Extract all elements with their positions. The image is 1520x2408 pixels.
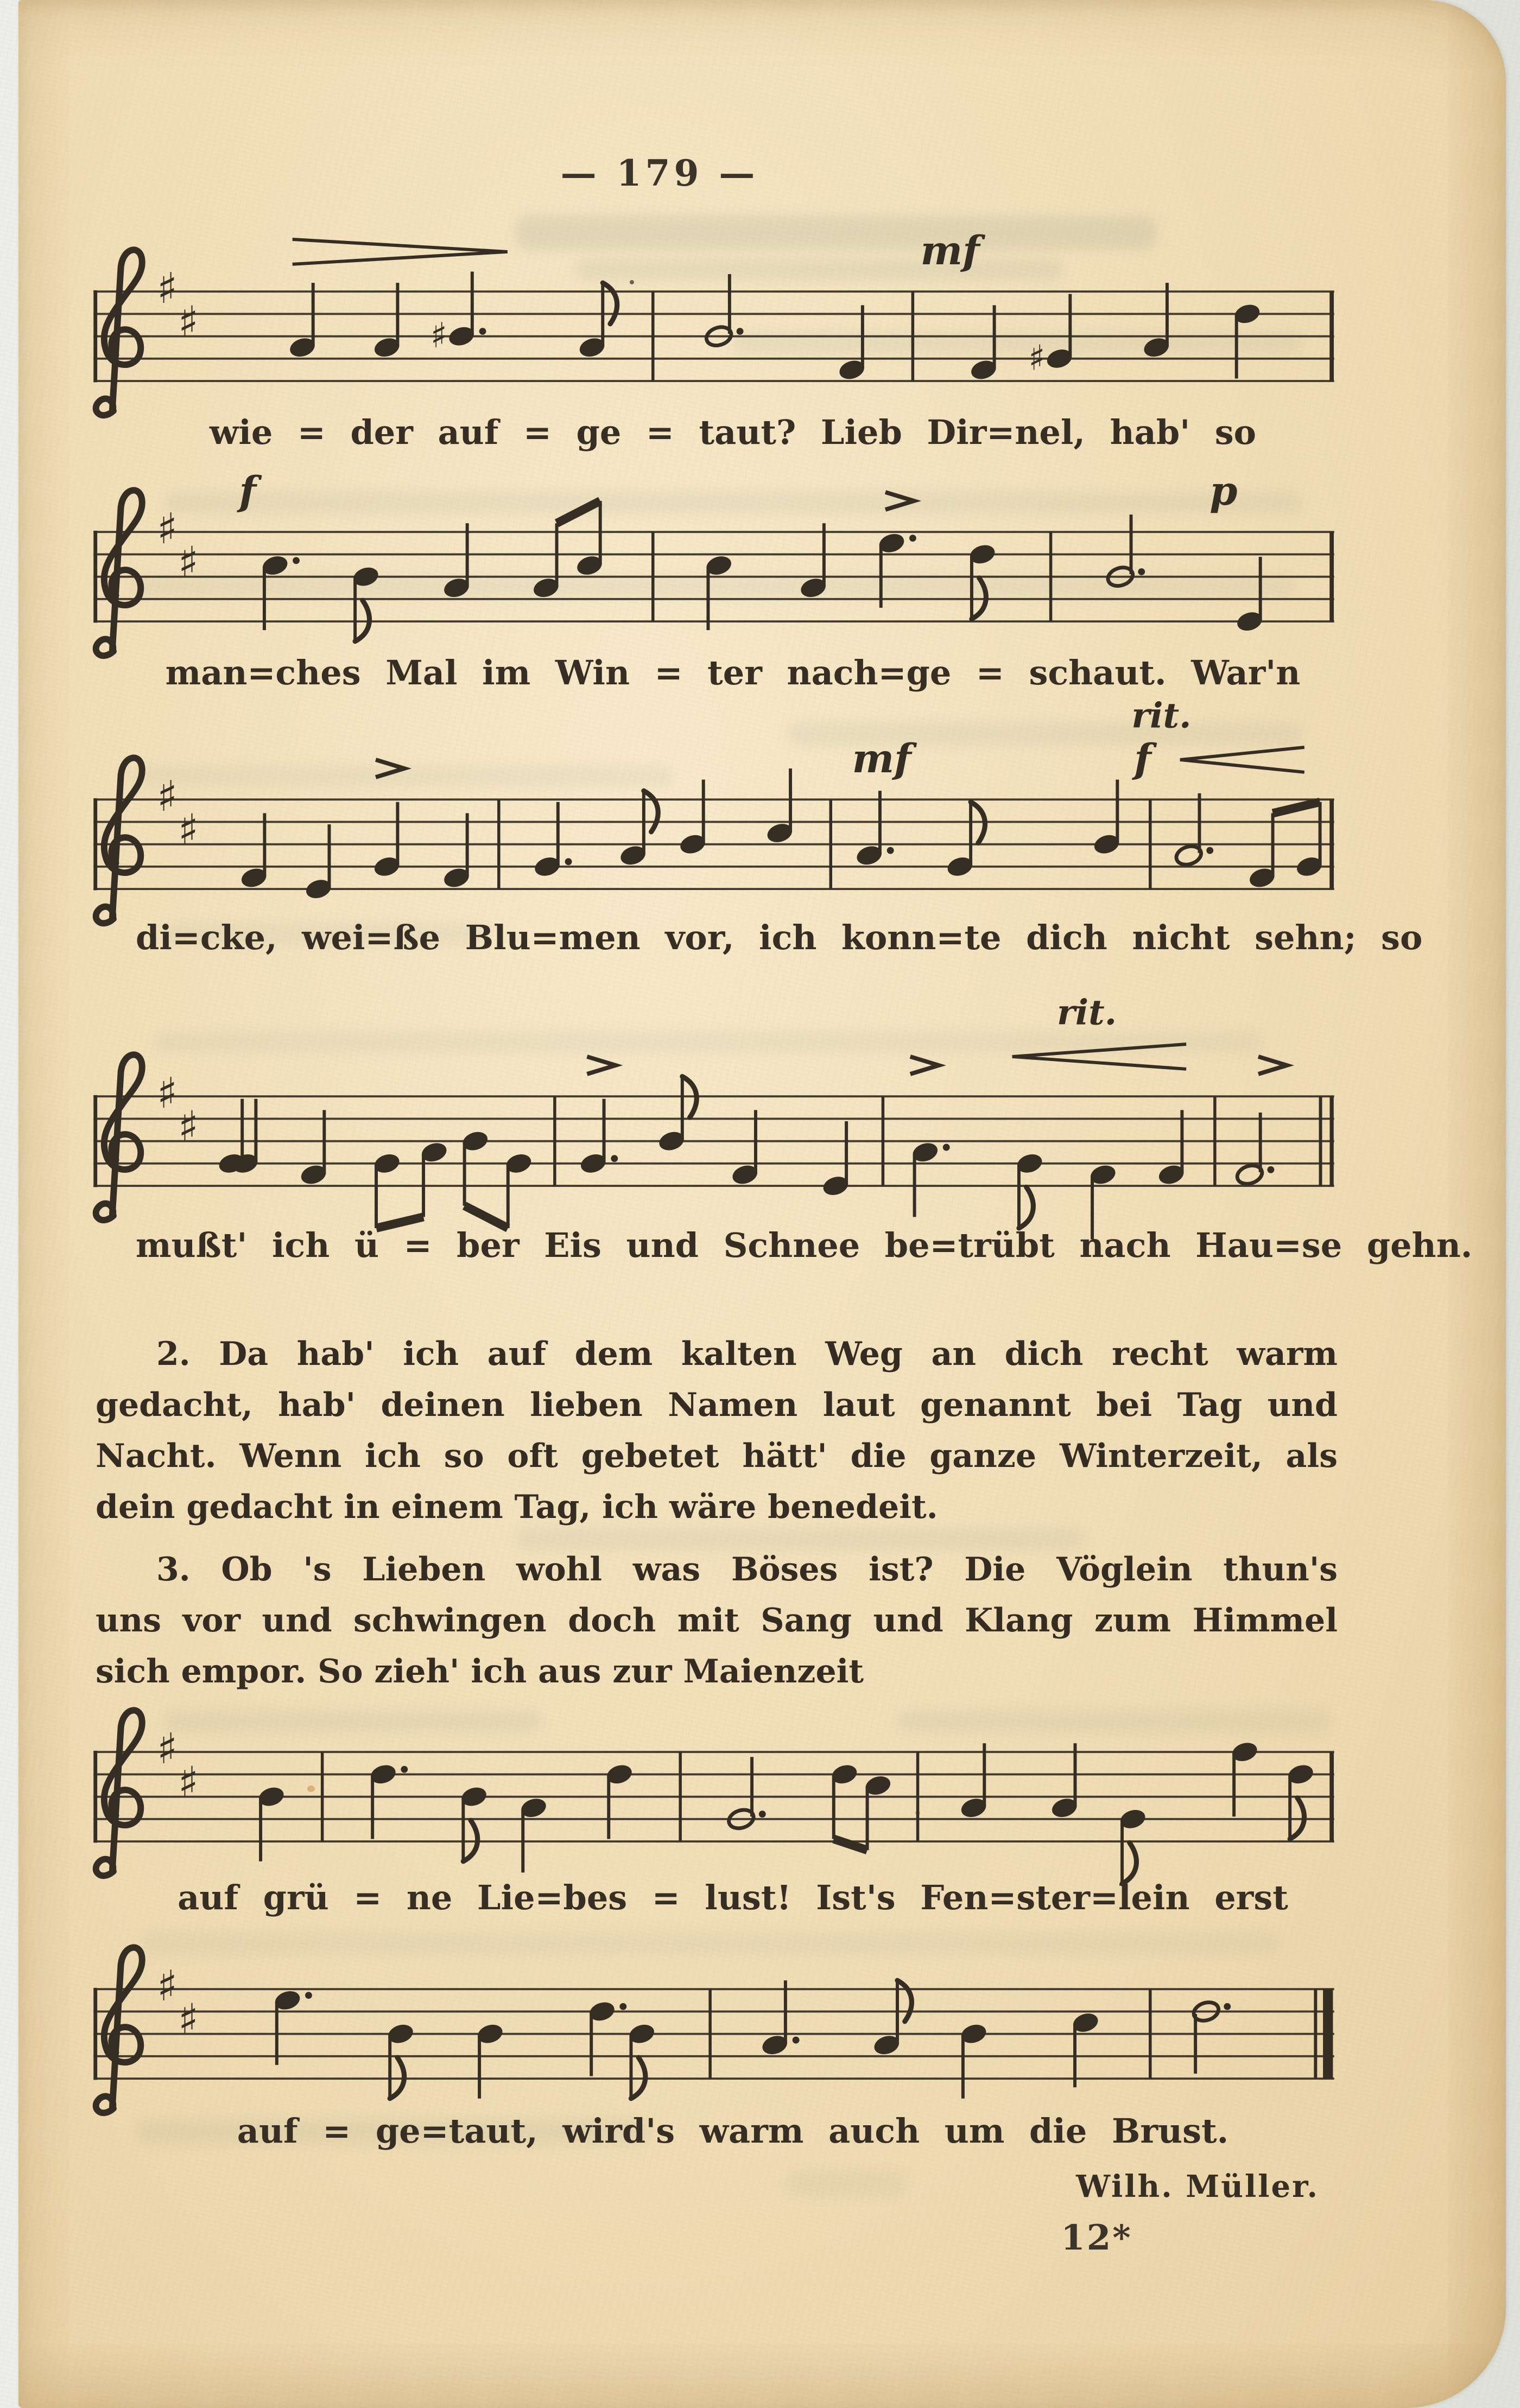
note (1142, 283, 1171, 360)
dynamic-marking: p (1209, 467, 1238, 514)
note (260, 554, 300, 631)
note (627, 2022, 656, 2099)
augmentation-dot (759, 1810, 766, 1818)
note (372, 802, 402, 879)
beam (465, 1206, 508, 1228)
note (678, 780, 707, 857)
verse-line: sich empor. So zieh' ich aus zur Maienzeit (96, 1653, 864, 1691)
note (765, 768, 794, 846)
accent-mark (910, 1057, 939, 1074)
sharp-icon: ♯ (157, 264, 178, 313)
note (1157, 1110, 1186, 1187)
sharp-icon: ♯ (430, 315, 447, 357)
eighth-flag (897, 1980, 911, 2022)
note (577, 283, 617, 360)
note (863, 1774, 892, 1851)
note (273, 1988, 312, 2065)
note (1071, 2011, 1100, 2088)
final-barline (1323, 1989, 1333, 2079)
verse-2 (96, 1329, 1338, 1533)
note (872, 1980, 911, 2057)
sharp-icon: ♯ (157, 1961, 178, 2011)
dynamic-marking: f (1134, 735, 1151, 782)
beam (557, 501, 600, 523)
accent-mark (1258, 1057, 1287, 1074)
note (959, 2022, 988, 2099)
accent-mark (376, 760, 404, 777)
lyric-line-2: man=ches Mal im Win = ter nach=ge = schaut. War'n (165, 653, 1301, 692)
sharp-icon: ♯ (157, 1069, 178, 1118)
note (877, 531, 916, 608)
augmentation-dot (1206, 847, 1213, 854)
treble-clef-icon (96, 490, 142, 656)
note (959, 1743, 988, 1820)
rit-marking: rit. (1131, 695, 1192, 736)
augmentation-dot (619, 2003, 626, 2010)
note (519, 1796, 548, 1873)
verse-line: uns vor und schwingen doch mit Sang und Klang zum Himmel (96, 1602, 1338, 1640)
augmentation-dot (1268, 1166, 1275, 1173)
note (257, 1784, 286, 1861)
note (969, 305, 998, 382)
note (351, 564, 381, 641)
lyric-line-4: mußt' ich ü = ber Eis und Schnee be=trübt nach Hau=se gehn. (136, 1225, 1473, 1265)
augmentation-dot (401, 1766, 408, 1773)
accent-mark (885, 492, 914, 510)
verse-3 (96, 1544, 1338, 1697)
verse-line: 3. Ob 's Lieben wohl was Böses ist? Die Vöglein thun's (156, 1551, 1338, 1589)
sharp-icon: ♯ (157, 772, 178, 821)
note (967, 542, 997, 619)
author-attribution: Wilh. Müller. (1076, 2169, 1319, 2204)
note (799, 523, 828, 600)
augmentation-dot (611, 1155, 618, 1162)
page-number: — 179 — (560, 152, 759, 194)
rit-marking: rit. (1056, 992, 1117, 1033)
beam (1273, 802, 1320, 814)
note (1230, 1740, 1259, 1817)
sharp-icon: ♯ (178, 538, 199, 587)
note (1286, 1762, 1315, 1839)
accent-mark (587, 1057, 616, 1074)
sharp-icon: ♯ (1028, 338, 1046, 379)
sharp-icon: ♯ (157, 504, 178, 554)
note (442, 523, 471, 600)
note (821, 1121, 850, 1198)
eighth-flag (1019, 1187, 1033, 1228)
sharp-icon: ♯ (178, 1995, 199, 2044)
note (386, 2022, 415, 2099)
decrescendo-hairpin (293, 239, 508, 264)
note (1015, 1151, 1044, 1228)
augmentation-dot (1224, 2003, 1231, 2010)
augmentation-dot (479, 328, 486, 335)
eighth-flag (603, 283, 617, 324)
sharp-icon: ♯ (178, 1102, 199, 1152)
augmentation-dot (943, 1144, 950, 1151)
verse-line: dein gedacht in einem Tag, ich wäre benedeit. (96, 1488, 938, 1526)
crescendo-hairpin (1012, 1044, 1187, 1069)
note (1050, 1743, 1079, 1820)
dynamic-marking: mf (852, 735, 911, 782)
dynamic-marking: mf (920, 227, 980, 274)
sharp-icon: ♯ (178, 1758, 199, 1807)
printer-signature-mark: 12* (1061, 2218, 1132, 2258)
augmentation-dot (793, 2037, 800, 2044)
note (1235, 1113, 1275, 1187)
note (837, 305, 866, 382)
note (730, 1110, 759, 1187)
bleedthrough-line (787, 2171, 907, 2196)
dynamic-marking: f (239, 467, 257, 514)
sharp-icon: ♯ (178, 805, 199, 855)
note (910, 1140, 950, 1217)
note (420, 1140, 449, 1217)
crescendo-hairpin (1180, 747, 1304, 772)
note (460, 1129, 490, 1206)
note (231, 1099, 260, 1176)
note (299, 1110, 328, 1187)
augmentation-dot (565, 858, 572, 865)
augmentation-dot (305, 1992, 312, 1999)
lyric-line-6: auf = ge=taut, wird's warm auch um die Brust. (237, 2111, 1229, 2151)
augmentation-dot (909, 535, 916, 542)
note (618, 791, 658, 868)
treble-clef-icon (96, 1054, 142, 1220)
note (304, 824, 333, 901)
note (288, 283, 317, 360)
note (760, 1980, 800, 2057)
note (704, 554, 733, 631)
note (239, 813, 269, 890)
note (605, 1762, 634, 1839)
lyric-line-3: di=cke, wei=ße Blu=men vor, ich konn=te dich nicht sehn; so (136, 918, 1423, 957)
augmentation-dot (887, 847, 894, 854)
note (1247, 813, 1277, 890)
treble-clef-icon (96, 1710, 142, 1876)
augmentation-dot (1138, 568, 1145, 575)
lyric-line-5: auf grü = ne Lie=bes = lust! Ist's Fen=ster=lein erst (178, 1878, 1288, 1917)
note (1092, 780, 1121, 857)
note (476, 2022, 505, 2099)
eighth-flag (644, 791, 658, 832)
note (829, 1762, 859, 1839)
treble-clef-icon (96, 1947, 142, 2113)
verse-line: Nacht. Wenn ich so oft gebetet hätt' die ganze Winterzeit, als (96, 1437, 1338, 1475)
note (442, 813, 471, 890)
note (459, 1784, 489, 1861)
note (1232, 302, 1262, 379)
note (372, 1151, 402, 1228)
note (504, 1151, 533, 1228)
note (372, 283, 402, 360)
note (1235, 557, 1264, 634)
note (531, 523, 561, 600)
note (854, 791, 894, 868)
sharp-icon: ♯ (178, 297, 199, 347)
treble-clef-icon (96, 250, 142, 415)
verse-line: gedacht, hab' deinen lieben Namen laut genannt bei Tag und (96, 1386, 1338, 1424)
sharp-icon: ♯ (157, 1724, 178, 1774)
verse-line: 2. Da hab' ich auf dem kalten Weg an dich recht warm (156, 1335, 1338, 1373)
augmentation-dot (293, 557, 300, 564)
note (1295, 802, 1324, 879)
treble-clef-icon (96, 758, 142, 923)
augmentation-dot (737, 328, 744, 335)
note (1174, 793, 1214, 868)
lyric-line-1: wie = der auf = ge = taut? Lieb Dir=nel, hab' so (209, 412, 1257, 452)
